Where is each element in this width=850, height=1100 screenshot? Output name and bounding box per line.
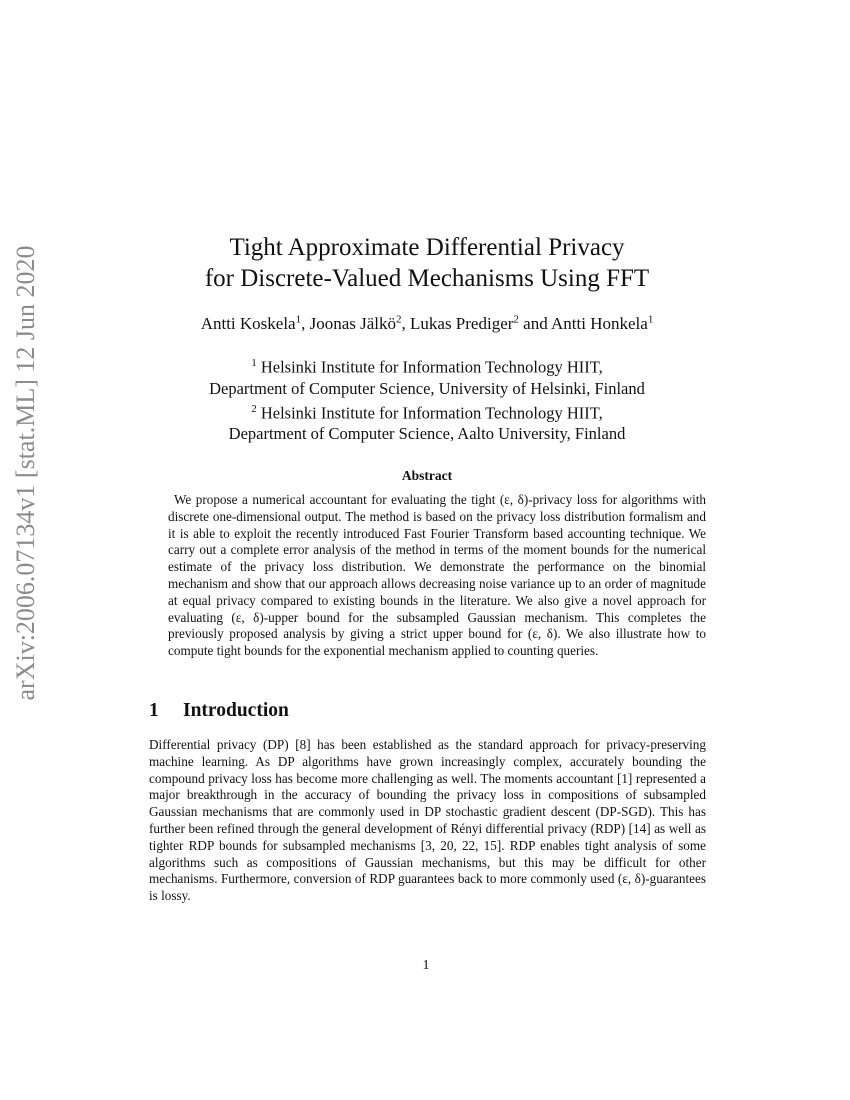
paper-title <box>130 232 724 294</box>
affiliation-1: $^1$ Helsinki Institute for Information Technology HIIT, <box>251 357 603 377</box>
section-title: Introduction <box>183 700 289 721</box>
author: Joonas Jälkö$^2$, <box>309 313 411 333</box>
affiliation-2: $^2$ Helsinki Institute for Information Technology HIIT, <box>251 402 603 422</box>
author: Antti Honkela$^1$ <box>551 313 654 333</box>
title-line-2: for Discrete-Valued Mechanisms Using FFT <box>204 265 650 292</box>
section-heading <box>149 700 709 722</box>
page-number: 1 <box>422 958 430 973</box>
affiliation-1-dept: Department of Computer Science, University of Helsinki, Finland <box>209 378 645 398</box>
affiliations <box>130 353 724 444</box>
author: Lukas Prediger$^2$ and <box>410 313 552 333</box>
abstract-text: We propose a numerical accountant for evaluating the tight (ε, δ)-privacy loss for algorithms with discrete one-dimensional output. The method is based on the privacy loss distribution formalism and it is able to exploit the recently introduced Fast Fourier Transform based accounting technique. We carry out a complete error analysis of the method in terms of the moment bounds for the numerical estimate of the privacy loss distribution. We demonstrate the performance on the binomial mechanism and show that our approach allows decreasing noise variance up to an order of magnitude at equal privacy compared to existing bounds in the literature. We also give a novel approach for evaluating (ε, δ)-upper bound for the subsampled Gaussian mechanism. This completes the previously proposed analysis by giving a strict upper bound for (ε, δ). We also illustrate how to compute tight bounds for the exponential mechanism applied to counting queries. <box>168 492 706 659</box>
author-list <box>130 313 724 334</box>
section-number: 1 <box>149 700 159 721</box>
abstract-heading: Abstract <box>401 468 453 483</box>
introduction-text: Differential privacy (DP) [8] has been established as the standard approach for privacy-preserving machine learning. As DP algorithms have grown increasingly complex, accurately bounding the compound privacy loss has become more challenging as well. The moments accountant [1] represented a major breakthrough in the accuracy of bounding the privacy loss in compositions of subsampled Gaussian mechanisms that are commonly used in DP stochastic gradient descent (DP-SGD). This has further been refined through the general development of Rényi differential privacy (RDP) [14] as well as tighter RDP bounds for subsampled mechanisms [3, 20, 22, 15]. RDP enables tight analysis of some algorithms such as compositions of Gaussian mechanisms, but this may be difficult for other mechanisms. Furthermore, conversion of RDP guarantees back to more commonly used (ε, δ)-guarantees is lossy. <box>149 737 706 904</box>
title-line-1: Tight Approximate Differential Privacy <box>229 234 625 261</box>
affiliation-2-dept: Department of Computer Science, Aalto University, Finland <box>228 424 626 443</box>
arxiv-stamp: arXiv:2006.07134v1 [stat.ML] 12 Jun 2020 <box>11 245 40 701</box>
author: Antti Koskela$^1$, <box>200 313 310 333</box>
